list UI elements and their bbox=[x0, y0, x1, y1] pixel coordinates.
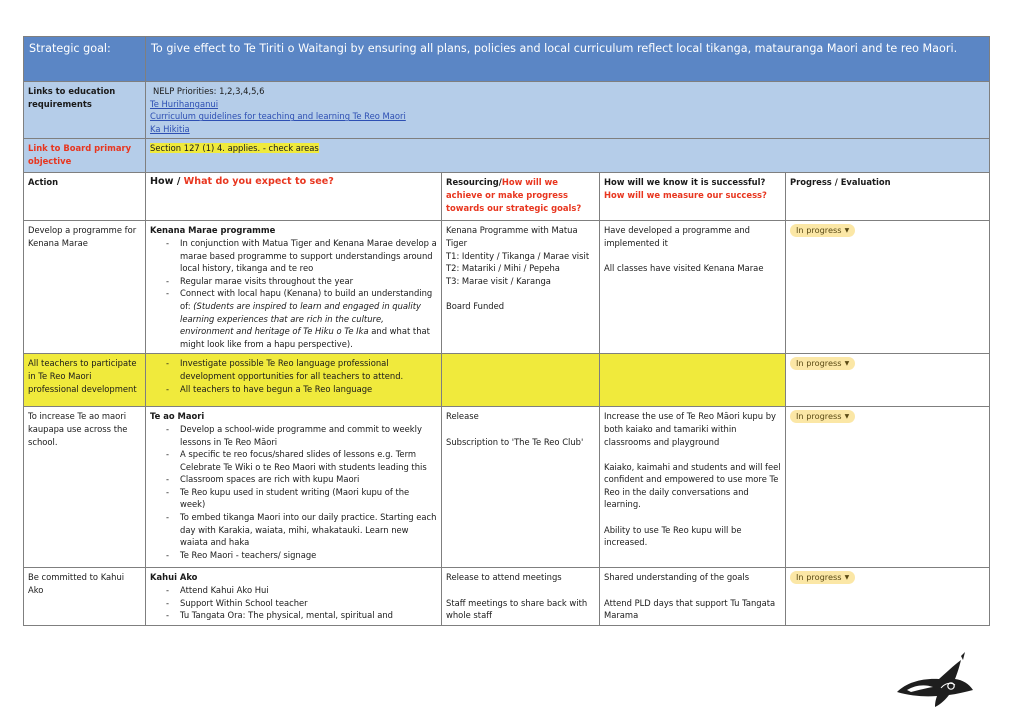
status-chip-label: In progress bbox=[796, 572, 842, 583]
header-how-label: How / bbox=[150, 176, 184, 188]
header-how-red: What do you expect to see? bbox=[183, 176, 334, 188]
list-item: - Investigate possible Te Reo language professional development opportunities for all teachers to attend. bbox=[166, 357, 437, 382]
header-success-label: How will we know it is successful? bbox=[604, 177, 766, 188]
row4-success-main: Shared understanding of the goals bbox=[604, 572, 750, 583]
row2-how bbox=[146, 354, 442, 407]
row3-how-list bbox=[150, 423, 437, 562]
row1-how bbox=[146, 221, 442, 354]
row1-res-0: Kenana Programme with Matua Tiger bbox=[446, 225, 578, 248]
status-chip-label: In progress bbox=[796, 225, 842, 236]
row4-res-extra: Staff meetings to share back with whole staff bbox=[446, 597, 588, 621]
row3-action: To increase Te ao maori kaupapa use across the school. bbox=[24, 407, 146, 568]
status-chip[interactable] bbox=[790, 224, 855, 237]
header-how bbox=[146, 173, 442, 221]
caret-down-icon: ▼ bbox=[844, 227, 850, 235]
caret-down-icon: ▼ bbox=[844, 574, 850, 582]
strategic-goal-label: Strategic goal: bbox=[24, 37, 146, 82]
plan-table-wrapper bbox=[23, 36, 989, 626]
list-item: - Classroom spaces are rich with kupu Maori bbox=[166, 473, 437, 486]
header-success-red: How will we measure our success? bbox=[604, 189, 767, 200]
row1-how-title: Kenana Marae programme bbox=[150, 225, 276, 236]
row1-how-list bbox=[150, 237, 437, 350]
row2-progress bbox=[786, 354, 990, 407]
row3-how-title: Te ao Maori bbox=[150, 411, 205, 422]
nelp-priorities: NELP Priorities: 1,2,3,4,5,6 bbox=[153, 86, 265, 96]
row1-progress bbox=[786, 221, 990, 354]
table-row bbox=[24, 407, 990, 568]
list-item: - Te Reo Maori - teachers/ signage bbox=[166, 549, 437, 562]
header-resourcing-label: Resourcing/ bbox=[446, 177, 502, 188]
list-item: - In conjunction with Matua Tiger and Kenana Marae develop a marae based programme to support understandings around local history, tikanga and te reo bbox=[166, 237, 437, 275]
row3-success bbox=[600, 407, 786, 568]
row1-res-1: T1: Identity / Tikanga / Marae visit bbox=[446, 250, 590, 261]
row1-res-2: T2: Matariki / Mihi / Pepeha bbox=[446, 263, 560, 274]
row3-success-extra: Kaiako, kaimahi and students and will feel confident and empowered to use more Te Reo in the daily conversations and learning. bbox=[604, 461, 781, 510]
list-item: - Tu Tangata Ora: The physical, mental, spiritual and bbox=[166, 609, 437, 622]
row3-res-0: Release bbox=[446, 411, 479, 422]
list-item: - To embed tikanga Maori into our daily practice. Starting each day with Karakia, waiata, mihi, whakatauki. Learn new waiata and haka bbox=[166, 511, 437, 549]
links-content bbox=[146, 82, 990, 139]
row1-how-connect: Connect with local hapu (Kenana) to build an understanding of: bbox=[180, 288, 433, 311]
row1-success-main: Have developed a programme and implemented it bbox=[604, 225, 750, 248]
list-item bbox=[166, 287, 437, 350]
board-value: Section 127 (1) 4. applies. - check areas bbox=[150, 143, 319, 154]
caret-down-icon: ▼ bbox=[844, 413, 850, 421]
row1-action: Develop a programme for Kenana Marae bbox=[24, 221, 146, 354]
status-chip[interactable] bbox=[790, 571, 855, 584]
row4-success bbox=[600, 568, 786, 625]
list-item: - All teachers to have begun a Te Reo language bbox=[166, 383, 437, 396]
board-content bbox=[146, 139, 990, 173]
list-item: - Support Within School teacher bbox=[166, 597, 437, 610]
link-curriculum-guidelines[interactable]: Curriculum guidelines for teaching and learning Te Reo Maori bbox=[150, 111, 406, 122]
row1-how-italic: (Students are inspired to learn and engaged in quality learning experiences that are rich in the culture, environment and heritage of Te Hiku o Te Ika bbox=[180, 300, 421, 337]
header-row bbox=[24, 173, 990, 221]
header-resourcing bbox=[442, 173, 600, 221]
board-label: Link to Board primary objective bbox=[24, 139, 146, 173]
row3-progress bbox=[786, 407, 990, 568]
row4-action: Be committed to Kahui Ako bbox=[24, 568, 146, 625]
row3-resourcing bbox=[442, 407, 600, 568]
links-row bbox=[24, 82, 990, 139]
row3-res-extra: Subscription to 'The Te Reo Club' bbox=[446, 436, 584, 447]
row3-how bbox=[146, 407, 442, 568]
row4-how-title: Kahui Ako bbox=[150, 572, 198, 583]
row1-success-extra: All classes have visited Kenana Marae bbox=[604, 263, 764, 274]
row4-how-list bbox=[150, 584, 437, 622]
row4-res-0: Release to attend meetings bbox=[446, 572, 562, 583]
row1-how-tail: and what that might look like from a hapu perspective). bbox=[180, 326, 430, 349]
table-row bbox=[24, 354, 990, 407]
table-row bbox=[24, 568, 990, 625]
list-item: - Attend Kahui Ako Hui bbox=[166, 584, 437, 597]
strategic-plan-table bbox=[23, 36, 990, 626]
row3-success-main: Increase the use of Te Reo Māori kupu by both kaiako and tamariki within classrooms and playground bbox=[604, 411, 776, 447]
row1-res-extra: Board Funded bbox=[446, 300, 505, 311]
status-chip[interactable] bbox=[790, 357, 855, 370]
row4-resourcing bbox=[442, 568, 600, 625]
row2-action: All teachers to participate in Te Reo Maori professional development bbox=[24, 354, 146, 407]
strategic-goal-text: To give effect to Te Tiriti o Waitangi by ensuring all plans, policies and local curriculum reflect local tikanga, matauranga Maori and te reo Maori. bbox=[146, 37, 990, 82]
header-progress: Progress / Evaluation bbox=[786, 173, 990, 221]
caret-down-icon: ▼ bbox=[844, 360, 850, 368]
row1-success bbox=[600, 221, 786, 354]
link-te-hurihanganui[interactable]: Te Hurihanganui bbox=[150, 98, 219, 109]
board-row bbox=[24, 139, 990, 173]
strategic-goal-row bbox=[24, 37, 990, 82]
list-item: - Te Reo kupu used in student writing (Maori kupu of the week) bbox=[166, 486, 437, 511]
row1-res-3: T3: Marae visit / Karanga bbox=[446, 275, 551, 286]
list-item: - Develop a school-wide programme and commit to weekly lessons in Te Reo Māori bbox=[166, 423, 437, 448]
list-item: - Regular marae visits throughout the year bbox=[166, 275, 437, 288]
row1-resourcing bbox=[442, 221, 600, 354]
header-resourcing-red: How will we achieve or make progress towards our strategic goals? bbox=[446, 177, 582, 213]
header-success bbox=[600, 173, 786, 221]
status-chip-label: In progress bbox=[796, 358, 842, 369]
row4-progress bbox=[786, 568, 990, 625]
links-label: Links to education requirements bbox=[24, 82, 146, 139]
row3-success-extra2: Ability to use Te Reo kupu will be increased. bbox=[604, 524, 742, 548]
header-action: Action bbox=[24, 173, 146, 221]
row2-how-list bbox=[150, 357, 437, 395]
row4-success-extra: Attend PLD days that support Tu Tangata Marama bbox=[604, 597, 776, 621]
row2-resourcing bbox=[442, 354, 600, 407]
row4-how bbox=[146, 568, 442, 625]
link-ka-hikitia[interactable]: Ka Hikitia bbox=[150, 123, 190, 134]
row2-success bbox=[600, 354, 786, 407]
shark-logo-icon bbox=[895, 652, 975, 710]
table-row bbox=[24, 221, 990, 354]
status-chip[interactable] bbox=[790, 410, 855, 423]
status-chip-label: In progress bbox=[796, 411, 842, 422]
list-item: - A specific te reo focus/shared slides of lessons e.g. Term Celebrate Te Wiki o te Reo Maori with students leading this bbox=[166, 448, 437, 473]
